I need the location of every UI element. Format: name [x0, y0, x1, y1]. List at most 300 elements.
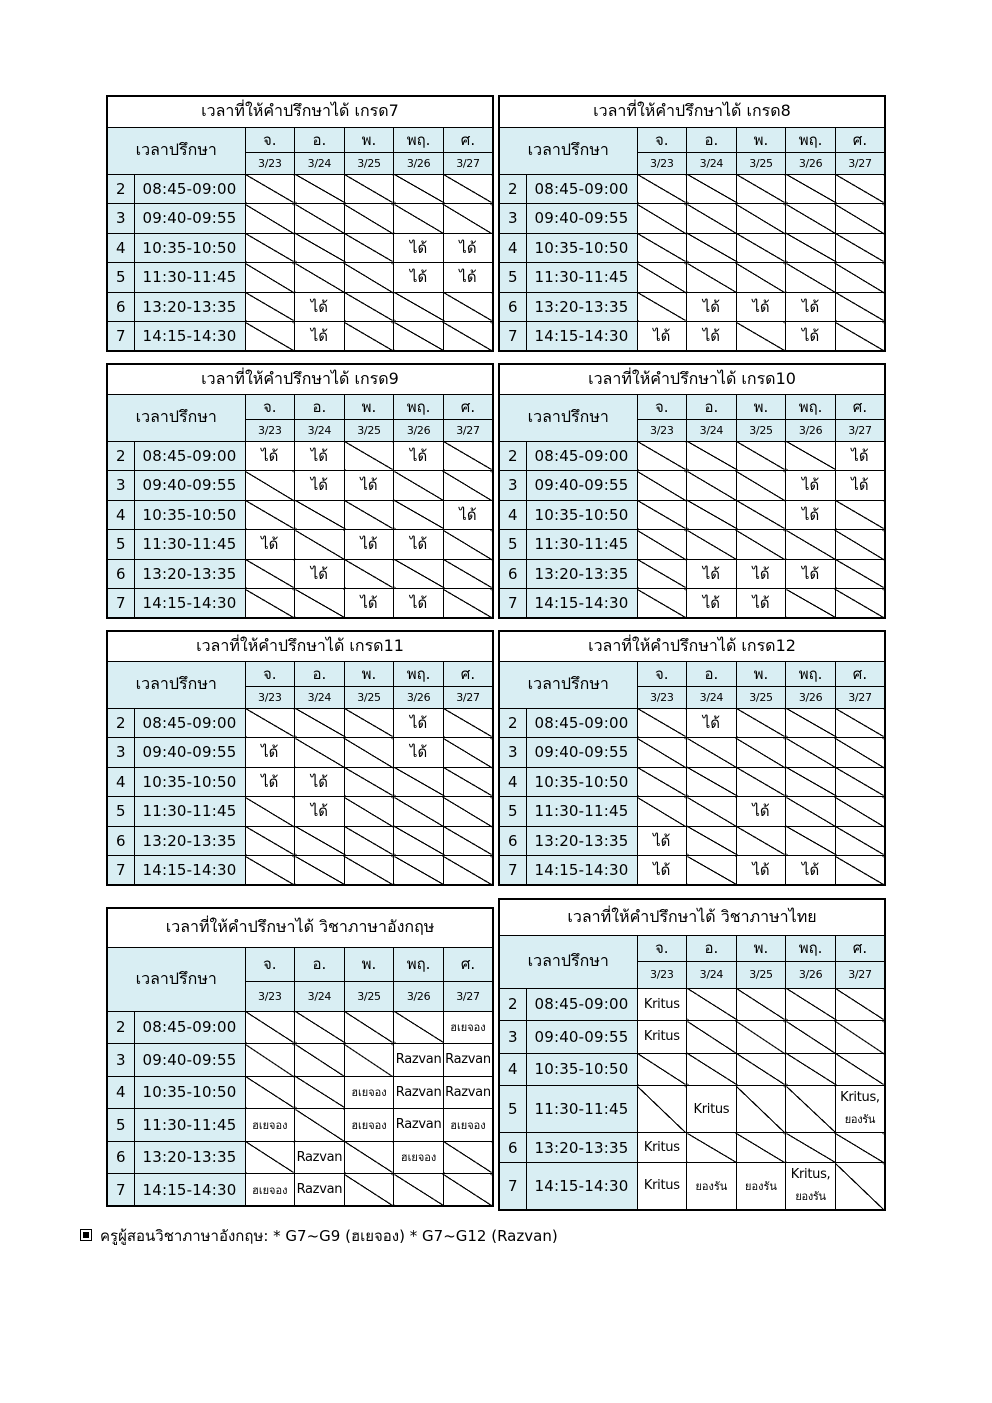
unavailable-cell: [344, 1174, 394, 1207]
period-number: 2: [499, 708, 526, 738]
date-header: 3/26: [394, 419, 444, 441]
unavailable-cell: [245, 471, 295, 501]
availability-cell: ได้: [295, 441, 345, 471]
date-header: 3/27: [835, 419, 885, 441]
period-number: 5: [107, 263, 134, 293]
table-row: [499, 500, 885, 530]
unavailable-cell: [394, 204, 444, 234]
period-time: 10:35-10:50: [134, 500, 245, 530]
availability-cell: ได้: [245, 530, 295, 560]
period-time: 13:20-13:35: [526, 1133, 637, 1163]
day-header: อ.: [687, 394, 737, 419]
day-header: ศ.: [835, 394, 885, 419]
table-row: [107, 1174, 493, 1207]
period-time: 08:45-09:00: [526, 988, 637, 1021]
period-time: 11:30-11:45: [526, 1086, 637, 1133]
unavailable-cell: [687, 500, 737, 530]
date-header: 3/26: [786, 961, 836, 988]
period-time: 09:40-09:55: [134, 204, 245, 234]
day-header: จ.: [637, 394, 687, 419]
time-column-header: เวลาปรึกษา: [107, 947, 245, 1011]
period-time: 14:15-14:30: [134, 322, 245, 352]
time-column-header: เวลาปรึกษา: [499, 661, 637, 708]
table-row: [499, 589, 885, 619]
unavailable-cell: [637, 263, 687, 293]
unavailable-cell: [443, 708, 493, 738]
table-row: [499, 797, 885, 827]
period-time: 11:30-11:45: [134, 530, 245, 560]
period-number: 4: [107, 233, 134, 263]
period-time: 09:40-09:55: [134, 1044, 245, 1077]
availability-cell: Kritus: [637, 988, 687, 1021]
unavailable-cell: [687, 797, 737, 827]
unavailable-cell: [344, 856, 394, 886]
table-title: เวลาที่ให้คำปรึกษาได้ เกรด11: [107, 631, 493, 661]
table-row: [499, 1133, 885, 1163]
table-title: เวลาที่ให้คำปรึกษาได้ เกรด9: [107, 364, 493, 394]
unavailable-cell: [295, 826, 345, 856]
table-row: [107, 559, 493, 589]
availability-cell: ได้: [245, 441, 295, 471]
period-time: 11:30-11:45: [526, 797, 637, 827]
unavailable-cell: [443, 738, 493, 768]
availability-cell: ได้: [394, 441, 444, 471]
unavailable-cell: [786, 263, 836, 293]
unavailable-cell: [637, 292, 687, 322]
unavailable-cell: [394, 559, 444, 589]
availability-cell: Razvan: [394, 1044, 444, 1077]
unavailable-cell: [344, 263, 394, 293]
unavailable-cell: [295, 856, 345, 886]
unavailable-cell: [786, 233, 836, 263]
day-header: อ.: [687, 661, 737, 686]
table-row: [107, 1109, 493, 1142]
period-number: 5: [499, 797, 526, 827]
availability-cell: ได้: [295, 292, 345, 322]
availability-cell: ได้: [736, 797, 786, 827]
availability-cell: ได้: [687, 589, 737, 619]
unavailable-cell: [637, 500, 687, 530]
period-time: 08:45-09:00: [526, 708, 637, 738]
availability-cell: ได้: [344, 471, 394, 501]
date-header: 3/24: [687, 686, 737, 708]
unavailable-cell: [736, 708, 786, 738]
period-time: 10:35-10:50: [134, 233, 245, 263]
unavailable-cell: [443, 1174, 493, 1207]
unavailable-cell: [786, 797, 836, 827]
unavailable-cell: [835, 708, 885, 738]
period-number: 3: [107, 471, 134, 501]
day-header: พ.: [344, 127, 394, 152]
cell-line-primary: Kritus,: [790, 1166, 831, 1182]
availability-cell: ได้: [443, 500, 493, 530]
unavailable-cell: [443, 204, 493, 234]
date-header: 3/25: [344, 981, 394, 1011]
table-row: [107, 1141, 493, 1174]
unavailable-cell: [344, 797, 394, 827]
schedule-table-g8: [498, 95, 886, 352]
unavailable-cell: [736, 263, 786, 293]
date-header: 3/26: [394, 686, 444, 708]
unavailable-cell: [344, 233, 394, 263]
day-header: อ.: [687, 935, 737, 961]
table-row: [107, 233, 493, 263]
cell-line-primary: Kritus,: [840, 1090, 880, 1105]
day-header: อ.: [295, 661, 345, 686]
period-number: 3: [107, 738, 134, 768]
period-number: 3: [107, 204, 134, 234]
unavailable-cell: [344, 708, 394, 738]
date-header: 3/24: [295, 419, 345, 441]
unavailable-cell: [786, 708, 836, 738]
unavailable-cell: [687, 471, 737, 501]
period-time: 14:15-14:30: [526, 1163, 637, 1210]
availability-cell: ได้: [736, 856, 786, 886]
period-time: 08:45-09:00: [134, 441, 245, 471]
day-header: พฤ.: [394, 947, 444, 981]
unavailable-cell: [687, 1021, 737, 1054]
period-number: 6: [107, 1141, 134, 1174]
period-time: 09:40-09:55: [526, 1021, 637, 1054]
square-bullet-icon: [80, 1229, 92, 1241]
day-header: พ.: [736, 935, 786, 961]
date-header: 3/26: [786, 419, 836, 441]
unavailable-cell: [344, 1141, 394, 1174]
table-row: [499, 530, 885, 560]
availability-cell: [786, 1163, 836, 1210]
date-header: 3/24: [295, 981, 345, 1011]
unavailable-cell: [687, 204, 737, 234]
unavailable-cell: [687, 263, 737, 293]
date-header: 3/24: [295, 686, 345, 708]
availability-cell: Razvan: [394, 1076, 444, 1109]
unavailable-cell: [835, 797, 885, 827]
period-number: 4: [107, 1076, 134, 1109]
unavailable-cell: [245, 797, 295, 827]
schedule-table-g12: [498, 630, 886, 886]
schedule-table-g11: [106, 630, 494, 886]
unavailable-cell: [394, 292, 444, 322]
period-number: 7: [107, 589, 134, 619]
table-title: เวลาที่ให้คำปรึกษาได้ เกรด7: [107, 96, 493, 127]
cell-line-secondary: ยองรัน: [795, 1189, 826, 1203]
availability-cell: ได้: [637, 826, 687, 856]
period-number: 2: [499, 441, 526, 471]
unavailable-cell: [344, 322, 394, 352]
unavailable-cell: [245, 322, 295, 352]
period-time: 13:20-13:35: [526, 292, 637, 322]
unavailable-cell: [736, 174, 786, 204]
availability-cell: ยองรัน: [687, 1163, 737, 1210]
period-number: 2: [499, 988, 526, 1021]
period-number: 4: [499, 767, 526, 797]
date-header: 3/27: [443, 981, 493, 1011]
date-header: 3/25: [736, 961, 786, 988]
unavailable-cell: [443, 1141, 493, 1174]
unavailable-cell: [295, 204, 345, 234]
period-number: 4: [107, 500, 134, 530]
availability-cell: ได้: [295, 471, 345, 501]
day-header: อ.: [687, 127, 737, 152]
day-header: พ.: [344, 947, 394, 981]
unavailable-cell: [344, 500, 394, 530]
unavailable-cell: [295, 233, 345, 263]
table-title: เวลาที่ให้คำปรึกษาได้ วิชาภาษาไทย: [499, 899, 885, 935]
period-time: 11:30-11:45: [526, 530, 637, 560]
date-header: 3/27: [443, 419, 493, 441]
table-row: [499, 263, 885, 293]
unavailable-cell: [736, 988, 786, 1021]
table-row: [499, 292, 885, 322]
date-header: 3/23: [245, 419, 295, 441]
unavailable-cell: [736, 322, 786, 352]
unavailable-cell: [786, 204, 836, 234]
availability-cell: ได้: [687, 322, 737, 352]
date-header: 3/24: [687, 419, 737, 441]
availability-cell: ฮเยจอง: [443, 1011, 493, 1044]
unavailable-cell: [245, 292, 295, 322]
schedule-table-g7: [106, 95, 494, 352]
period-number: 7: [107, 856, 134, 886]
unavailable-cell: [786, 530, 836, 560]
table-row: [499, 174, 885, 204]
table-row: [107, 204, 493, 234]
unavailable-cell: [245, 589, 295, 619]
date-header: 3/23: [637, 961, 687, 988]
date-header: 3/23: [637, 686, 687, 708]
availability-cell: Razvan: [394, 1109, 444, 1142]
period-number: 3: [499, 204, 526, 234]
unavailable-cell: [835, 263, 885, 293]
availability-cell: ได้: [394, 263, 444, 293]
date-header: 3/23: [245, 981, 295, 1011]
unavailable-cell: [736, 1133, 786, 1163]
unavailable-cell: [245, 1076, 295, 1109]
unavailable-cell: [295, 589, 345, 619]
unavailable-cell: [344, 204, 394, 234]
day-header: จ.: [637, 127, 687, 152]
period-number: 6: [107, 292, 134, 322]
date-header: 3/26: [394, 152, 444, 174]
availability-cell: ได้: [245, 738, 295, 768]
unavailable-cell: [245, 174, 295, 204]
unavailable-cell: [344, 1011, 394, 1044]
period-number: 7: [107, 1174, 134, 1207]
date-header: 3/27: [443, 152, 493, 174]
unavailable-cell: [295, 174, 345, 204]
period-time: 11:30-11:45: [526, 263, 637, 293]
unavailable-cell: [245, 559, 295, 589]
unavailable-cell: [835, 1053, 885, 1086]
unavailable-cell: [736, 1021, 786, 1054]
availability-cell: ได้: [443, 233, 493, 263]
unavailable-cell: [687, 988, 737, 1021]
unavailable-cell: [295, 1109, 345, 1142]
period-number: 7: [499, 1163, 526, 1210]
period-time: 13:20-13:35: [134, 559, 245, 589]
table-row: [499, 559, 885, 589]
period-time: 10:35-10:50: [134, 767, 245, 797]
unavailable-cell: [786, 826, 836, 856]
availability-cell: ได้: [344, 530, 394, 560]
availability-cell: ฮเยจอง: [245, 1174, 295, 1207]
period-time: 09:40-09:55: [134, 471, 245, 501]
unavailable-cell: [443, 174, 493, 204]
day-header: พฤ.: [394, 127, 444, 152]
day-header: อ.: [295, 127, 345, 152]
table-row: [499, 1086, 885, 1133]
unavailable-cell: [687, 856, 737, 886]
unavailable-cell: [736, 738, 786, 768]
unavailable-cell: [736, 1053, 786, 1086]
day-header: จ.: [245, 947, 295, 981]
period-number: 2: [107, 1011, 134, 1044]
period-time: 14:15-14:30: [526, 322, 637, 352]
period-time: 10:35-10:50: [526, 1053, 637, 1086]
table-row: [499, 233, 885, 263]
period-number: 6: [499, 1133, 526, 1163]
period-time: 13:20-13:35: [134, 826, 245, 856]
period-number: 6: [499, 826, 526, 856]
unavailable-cell: [245, 1044, 295, 1077]
date-header: 3/27: [835, 961, 885, 988]
period-time: 09:40-09:55: [526, 471, 637, 501]
unavailable-cell: [394, 1174, 444, 1207]
table-title: เวลาที่ให้คำปรึกษาได้ เกรด8: [499, 96, 885, 127]
period-time: 08:45-09:00: [526, 174, 637, 204]
unavailable-cell: [394, 174, 444, 204]
availability-cell: ได้: [637, 856, 687, 886]
day-header: ศ.: [443, 947, 493, 981]
schedule-table-g10: [498, 363, 886, 619]
unavailable-cell: [245, 263, 295, 293]
unavailable-cell: [835, 292, 885, 322]
period-time: 10:35-10:50: [526, 500, 637, 530]
table-row: [107, 471, 493, 501]
date-header: 3/27: [835, 686, 885, 708]
period-number: 4: [107, 767, 134, 797]
unavailable-cell: [637, 589, 687, 619]
period-number: 7: [107, 322, 134, 352]
table-row: [107, 708, 493, 738]
schedule-table-g9: [106, 363, 494, 619]
unavailable-cell: [637, 233, 687, 263]
availability-cell: Kritus: [637, 1021, 687, 1054]
schedule-table-english: [106, 907, 494, 1207]
unavailable-cell: [344, 826, 394, 856]
unavailable-cell: [394, 767, 444, 797]
table-row: [107, 441, 493, 471]
unavailable-cell: [786, 988, 836, 1021]
table-row: [499, 826, 885, 856]
date-header: 3/26: [786, 686, 836, 708]
availability-cell: ได้: [344, 589, 394, 619]
availability-cell: ได้: [295, 797, 345, 827]
availability-cell: ได้: [245, 767, 295, 797]
unavailable-cell: [394, 322, 444, 352]
unavailable-cell: [295, 1011, 345, 1044]
day-header: ศ.: [443, 661, 493, 686]
unavailable-cell: [637, 559, 687, 589]
availability-cell: Kritus: [637, 1163, 687, 1210]
unavailable-cell: [835, 322, 885, 352]
period-number: 2: [107, 174, 134, 204]
unavailable-cell: [687, 738, 737, 768]
time-column-header: เวลาปรึกษา: [499, 394, 637, 441]
unavailable-cell: [736, 826, 786, 856]
period-number: 5: [107, 530, 134, 560]
unavailable-cell: [687, 767, 737, 797]
unavailable-cell: [344, 292, 394, 322]
availability-cell: ได้: [295, 322, 345, 352]
unavailable-cell: [443, 767, 493, 797]
availability-cell: ได้: [394, 708, 444, 738]
unavailable-cell: [245, 708, 295, 738]
unavailable-cell: [443, 441, 493, 471]
unavailable-cell: [736, 233, 786, 263]
unavailable-cell: [394, 797, 444, 827]
table-row: [107, 530, 493, 560]
table-row: [107, 1076, 493, 1109]
unavailable-cell: [835, 174, 885, 204]
day-header: ศ.: [835, 661, 885, 686]
availability-cell: ได้: [786, 559, 836, 589]
footnote-text: ครูผู้สอนวิชาภาษาอังกฤษ: * G7~G9 (ฮเยจอง) * G7~G12 (Razvan): [100, 1227, 558, 1245]
table-row: [107, 1044, 493, 1077]
availability-cell: ได้: [786, 500, 836, 530]
unavailable-cell: [687, 174, 737, 204]
unavailable-cell: [687, 441, 737, 471]
date-header: 3/24: [687, 152, 737, 174]
period-number: 7: [499, 322, 526, 352]
period-time: 14:15-14:30: [134, 1174, 245, 1207]
date-header: 3/26: [786, 152, 836, 174]
table-row: [107, 797, 493, 827]
availability-cell: ได้: [687, 292, 737, 322]
unavailable-cell: [344, 559, 394, 589]
day-header: พฤ.: [786, 935, 836, 961]
unavailable-cell: [443, 797, 493, 827]
date-header: 3/27: [835, 152, 885, 174]
unavailable-cell: [344, 738, 394, 768]
day-header: พ.: [736, 127, 786, 152]
unavailable-cell: [394, 826, 444, 856]
date-header: 3/25: [736, 686, 786, 708]
period-number: 5: [499, 1086, 526, 1133]
table-row: [107, 1011, 493, 1044]
unavailable-cell: [637, 708, 687, 738]
availability-cell: ได้: [295, 767, 345, 797]
unavailable-cell: [687, 1133, 737, 1163]
date-header: 3/26: [394, 981, 444, 1011]
period-time: 13:20-13:35: [526, 826, 637, 856]
unavailable-cell: [835, 988, 885, 1021]
availability-cell: [835, 1086, 885, 1133]
footnote: [80, 1224, 558, 1248]
table-row: [107, 767, 493, 797]
day-header: อ.: [295, 394, 345, 419]
availability-cell: ได้: [443, 263, 493, 293]
unavailable-cell: [835, 1133, 885, 1163]
period-number: 6: [499, 559, 526, 589]
availability-cell: ได้: [687, 559, 737, 589]
unavailable-cell: [736, 1086, 786, 1133]
table-row: [499, 988, 885, 1021]
day-header: ศ.: [443, 127, 493, 152]
table-row: [107, 856, 493, 886]
availability-cell: ได้: [687, 708, 737, 738]
date-header: 3/24: [295, 152, 345, 174]
